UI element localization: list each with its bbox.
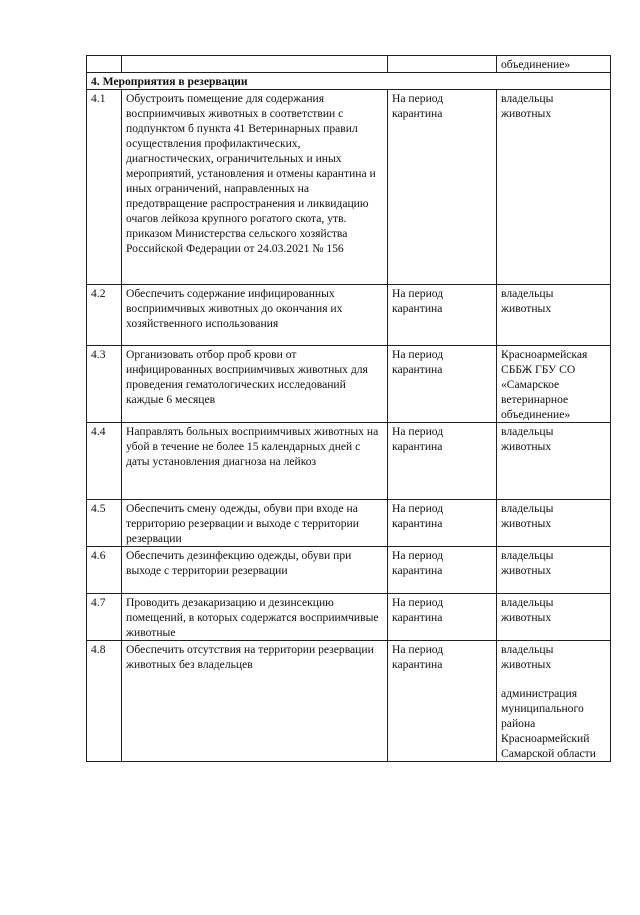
row-term: На период карантина <box>388 500 497 547</box>
responsible-administration: администрация муниципального района Красноармейский Самарской области <box>501 687 596 760</box>
table-row <box>87 500 611 547</box>
row-responsible: владельцы животных <box>497 594 611 641</box>
row-action: Проводить дезакаризацию и дезинсекцию помещений, в которых содержатся восприимчивые животные <box>122 594 388 641</box>
row-number: 4.7 <box>87 594 122 641</box>
row-number: 4.2 <box>87 285 122 346</box>
row-number: 4.1 <box>87 90 122 285</box>
row-responsible: Красноармейская СББЖ ГБУ СО «Самарское ветеринарное объединение» <box>497 346 611 423</box>
row-action: Направлять больных восприимчивых животных на убой в течение не более 15 календарных дней с даты установления диагноза на лейкоз <box>122 423 388 500</box>
cell-responsible: объединение» <box>497 56 611 73</box>
row-term: На период карантина <box>388 547 497 594</box>
row-number: 4.5 <box>87 500 122 547</box>
row-responsible: владельцы животных <box>497 285 611 346</box>
table-row <box>87 594 611 641</box>
cell-num <box>87 56 122 73</box>
row-responsible: владельцы животных <box>497 423 611 500</box>
row-number: 4.8 <box>87 641 122 762</box>
row-number: 4.4 <box>87 423 122 500</box>
section-title: 4. Мероприятия в резервации <box>87 73 611 90</box>
table-row <box>87 346 611 423</box>
row-term: На период карантина <box>388 285 497 346</box>
section-header-row <box>87 73 611 90</box>
row-responsible: владельцы животных <box>497 500 611 547</box>
table-row-continued <box>87 56 611 73</box>
table-row <box>87 423 611 500</box>
measures-table <box>86 55 611 762</box>
row-term: На период карантина <box>388 594 497 641</box>
row-number: 4.3 <box>87 346 122 423</box>
responsible-owners: владельцы животных <box>501 643 554 671</box>
row-responsible: владельцы животных <box>497 547 611 594</box>
spacer <box>501 672 606 686</box>
table-row <box>87 285 611 346</box>
row-action: Обустроить помещение для содержания восприимчивых животных в соответствии с подпунктом б пункта 41 Ветеринарных правил осуществления профилактических, диагностических, ограничительных и иных мероприятий, установления и отмены карантина и иных ограничений, направленных на предотвращение распространения и ликвидацию очагов лейкоза крупного рогатого скота, утв. приказом Министерства сельского хозяйства Российской Федерации от 24.03.2021 № 156 <box>122 90 388 285</box>
row-term: На период карантина <box>388 346 497 423</box>
row-action: Обеспечить содержание инфицированных восприимчивых животных до окончания их хозяйственного использования <box>122 285 388 346</box>
table-row <box>87 90 611 285</box>
row-term: На период карантина <box>388 90 497 285</box>
row-number: 4.6 <box>87 547 122 594</box>
row-term: На период карантина <box>388 641 497 762</box>
table-row <box>87 547 611 594</box>
row-action: Обеспечить отсутствия на территории резервации животных без владельцев <box>122 641 388 762</box>
row-action: Обеспечить дезинфекцию одежды, обуви при выходе с территории резервации <box>122 547 388 594</box>
row-action: Организовать отбор проб крови от инфицированных восприимчивых животных для проведения гематологических исследований каждые 6 месяцев <box>122 346 388 423</box>
row-action: Обеспечить смену одежды, обуви при входе на территорию резервации и выходе с территории резервации <box>122 500 388 547</box>
cell-action <box>122 56 388 73</box>
row-responsible: владельцы животных <box>497 90 611 285</box>
row-responsible <box>497 641 611 762</box>
row-term: На период карантина <box>388 423 497 500</box>
cell-term <box>388 56 497 73</box>
table-row <box>87 641 611 762</box>
